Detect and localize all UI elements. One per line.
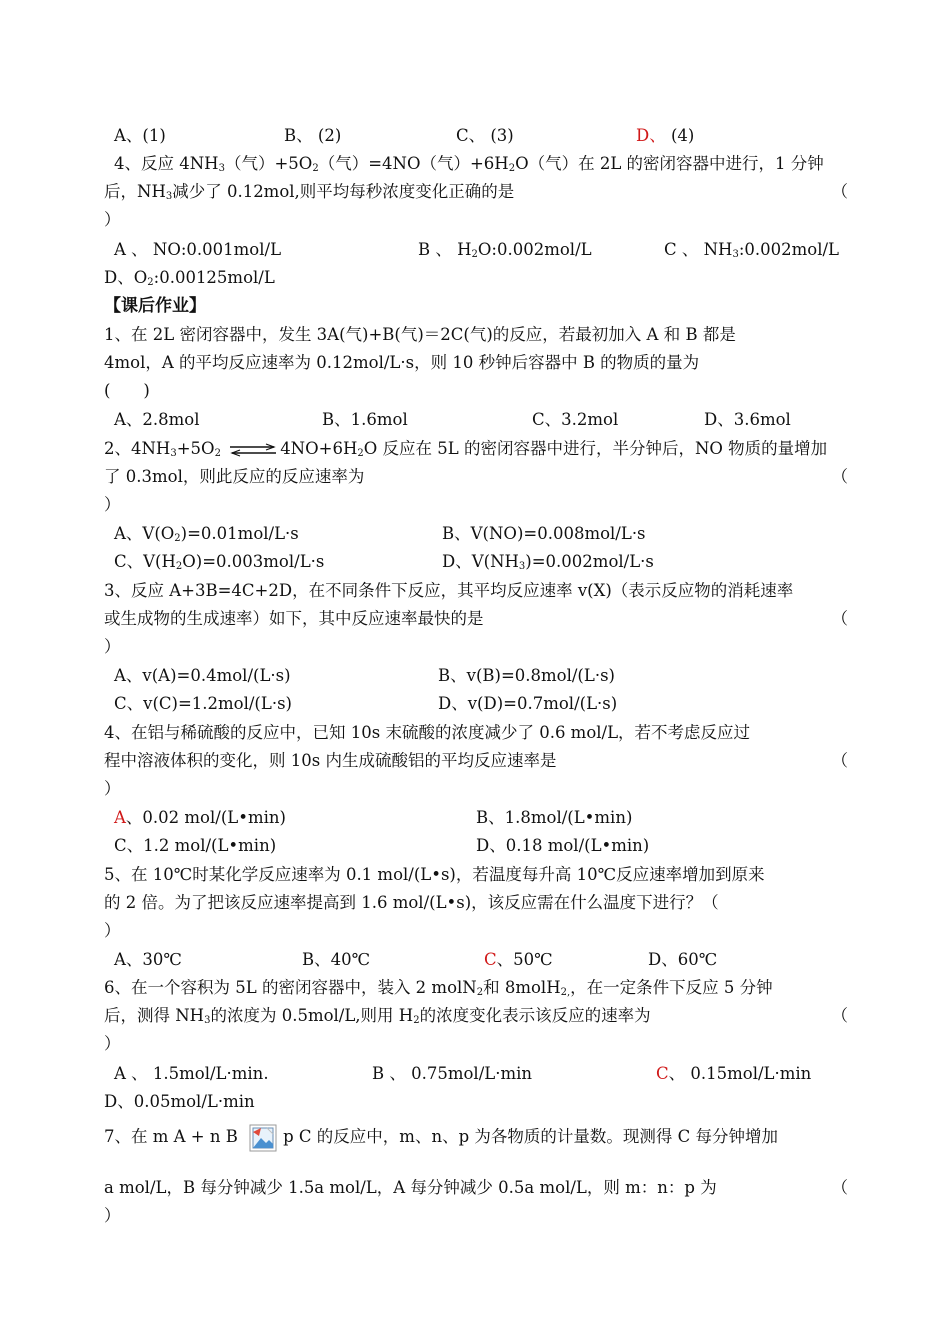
option-a: A、(1) <box>114 126 166 145</box>
q3-options-row1 <box>104 662 848 690</box>
option-c: C、1.2 mol/(L•min) <box>114 836 277 855</box>
q5-options <box>104 946 848 974</box>
answer-paren-close: ） <box>104 779 121 798</box>
answer-paren-close: ） <box>104 1034 121 1053</box>
option-a: A、2.8mol <box>114 410 200 429</box>
option-d: D、60℃ <box>648 950 718 969</box>
option-b: B、 (2) <box>284 126 342 145</box>
section-title: 【课后作业】 <box>104 296 206 316</box>
q7-line1: 7、在 m A + n B p C 的反应中，m、n、p 为各物质的计量数。现测得 C 每分钟增加 <box>104 1120 848 1154</box>
option-a-letter: A <box>114 808 126 827</box>
answer-paren-open: （ <box>831 1006 848 1025</box>
q4-line2: 程中溶液体积的变化，则 10s 内生成硫酸铝的平均反应速率是 （ <box>104 747 848 775</box>
answer-paren-open: （ <box>831 182 848 201</box>
option-c: C、$V(H_2O)=0.003mol/L\cdot s$ <box>114 552 325 572</box>
option-a: A、0.02 mol/(L•min) <box>114 808 286 827</box>
q5-line1: 5、在 10℃时某化学反应速率为 0.1 mol/(L•s)，若温度每升高 10℃反应速率增加到原来 <box>104 865 765 884</box>
q3-line2: 或生成物的生成速率）如下，其中反应速率最快的是 （ <box>104 605 848 633</box>
option-a: A、30℃ <box>114 950 182 969</box>
q6-option-d <box>104 1088 848 1116</box>
q3-line1: 3、反应 A+3B=4C+2D，在不同条件下反应，其平均反应速率 v(X)（表示反应物的消耗速率 <box>104 581 794 600</box>
option-a: A 、 NO:0.001mol/L <box>114 240 282 259</box>
q6-line2: 后，测得 $NH_3$的浓度为 0.5mol/L,则用 $H_2$的浓度变化表示该反应的速率为 （ <box>104 1002 848 1030</box>
option-b: B、1.6mol <box>322 410 408 429</box>
option-d: D、v(D)=0.7mol/(L·s) <box>438 694 618 713</box>
q5-line2: 的 2 倍。为了把该反应速率提高到 1.6 mol/(L•s)，该反应需在什么温度下进行？（ <box>104 893 719 912</box>
q4-line3 <box>104 775 848 803</box>
prev-options-row <box>104 122 848 150</box>
option-c: C、v(C)=1.2mol/(L·s) <box>114 694 292 713</box>
q6-line3 <box>104 1030 848 1058</box>
option-b: B、40℃ <box>302 950 371 969</box>
q6-options <box>104 1060 848 1088</box>
q1-line2: 4mol，A 的平均反应速率为 0.12mol/L·s，则 10 秒钟后容器中 B 的物质的量为 <box>104 353 700 372</box>
option-c-letter: C <box>484 950 497 969</box>
option-c: C、 (3) <box>456 126 514 145</box>
q2-line2: 了 0.3mol，则此反应的反应速率为 （ <box>104 463 848 491</box>
answer-paren-open: （ <box>831 1178 848 1197</box>
q4-line1: 4、在铝与稀硫酸的反应中，已知 10s 末硫酸的浓度减少了 0.6 mol/L，若不考虑反应过 <box>104 723 751 742</box>
answer-paren-open: （ <box>831 751 848 770</box>
q1-options <box>104 406 848 434</box>
option-c: C、50℃ <box>484 950 553 969</box>
answer-paren-open: （ <box>831 609 848 628</box>
option-a: A、v(A)=0.4mol/(L·s) <box>114 666 291 685</box>
prev-q4-options <box>104 236 848 264</box>
answer-paren-open: （ <box>831 467 848 486</box>
option-d-letter: D、 <box>636 126 666 145</box>
q4-options-row1 <box>104 804 848 832</box>
q2-line3 <box>104 491 848 519</box>
option-b: B、1.8mol/(L•min) <box>476 808 633 827</box>
q1-line3: ( ) <box>104 381 150 400</box>
q5-line3 <box>104 917 848 945</box>
q1-line1: 1、在 2L 密闭容器中，发生 3A(气)+B(气)＝2C(气)的反应，若最初加入 A 和 B 都是 <box>104 325 736 344</box>
option-c-letter: C <box>656 1064 669 1083</box>
q2-options-row2 <box>104 548 848 576</box>
q7-line3 <box>104 1202 848 1230</box>
broken-image-icon <box>249 1124 277 1152</box>
prev-q4-line1: 4、反应 $4NH_3$（气）$+5O_2$（气）=4NO（气）$+6H_2O$（气）在 2L 的密闭容器中进行，1 分钟 <box>114 154 824 174</box>
answer-paren-close: ） <box>104 210 121 229</box>
prev-q4-line3 <box>104 206 848 234</box>
option-d: D、3.6mol <box>704 410 791 429</box>
q7-line2: a mol/L，B 每分钟减少 1.5a mol/L，A 每分钟减少 0.5a mol/L，则 m：n：p 为 （ <box>104 1174 848 1202</box>
q6-line1: 6、在一个容积为 5L 的密闭容器中，装入 2 molN$_2$和 8molH$_{2,}$，在一定条件下反应 5 分钟 <box>104 978 773 998</box>
option-d: D、$V(NH_3)=0.002mol/L\cdot s$ <box>442 552 654 572</box>
equilibrium-arrow-icon <box>228 443 278 457</box>
q3-line3 <box>104 633 848 661</box>
q2-line1: 2、$4NH_3+5O_2$ $4NO+6H_2O$ 反应在 5L 的密闭容器中进行，半分钟后，NO 物质的量增加 <box>104 439 828 459</box>
answer-paren-close: ） <box>104 637 121 656</box>
option-b: B 、 $H_2O:0.002mol/L$ <box>418 240 592 260</box>
answer-paren-close: ） <box>104 1206 121 1225</box>
q3-options-row2 <box>104 690 848 718</box>
option-a: A、$V(O_2)=0.01mol/L\cdot s$ <box>114 524 299 544</box>
option-a: A 、 1.5mol/L·min. <box>114 1064 269 1083</box>
answer-paren-close: ） <box>104 495 121 514</box>
q2-options-row1 <box>104 520 848 548</box>
option-b: B 、 0.75mol/L·min <box>372 1064 533 1083</box>
option-b: B、V(NO)=0.008mol/L·s <box>442 524 646 543</box>
q4-options-row2 <box>104 832 848 860</box>
option-c: C 、 $NH_3:0.002mol/L$ <box>664 240 839 260</box>
option-c: C、 0.15mol/L·min <box>656 1064 812 1083</box>
answer-paren-close: ） <box>104 921 121 940</box>
option-c: C、3.2mol <box>532 410 619 429</box>
option-d: D、0.18 mol/(L•min) <box>476 836 650 855</box>
option-d: D、 (4) <box>636 126 695 145</box>
prev-q4-line2: 后，$NH_3$减少了 0.12mol,则平均每秒浓度变化正确的是 （ <box>104 178 848 206</box>
option-b: B、v(B)=0.8mol/(L·s) <box>438 666 615 685</box>
option-d: D、0.05mol/L·min <box>104 1092 255 1111</box>
prev-q4-option-d: D、$O_2:0.00125mol/L$ <box>104 268 275 288</box>
